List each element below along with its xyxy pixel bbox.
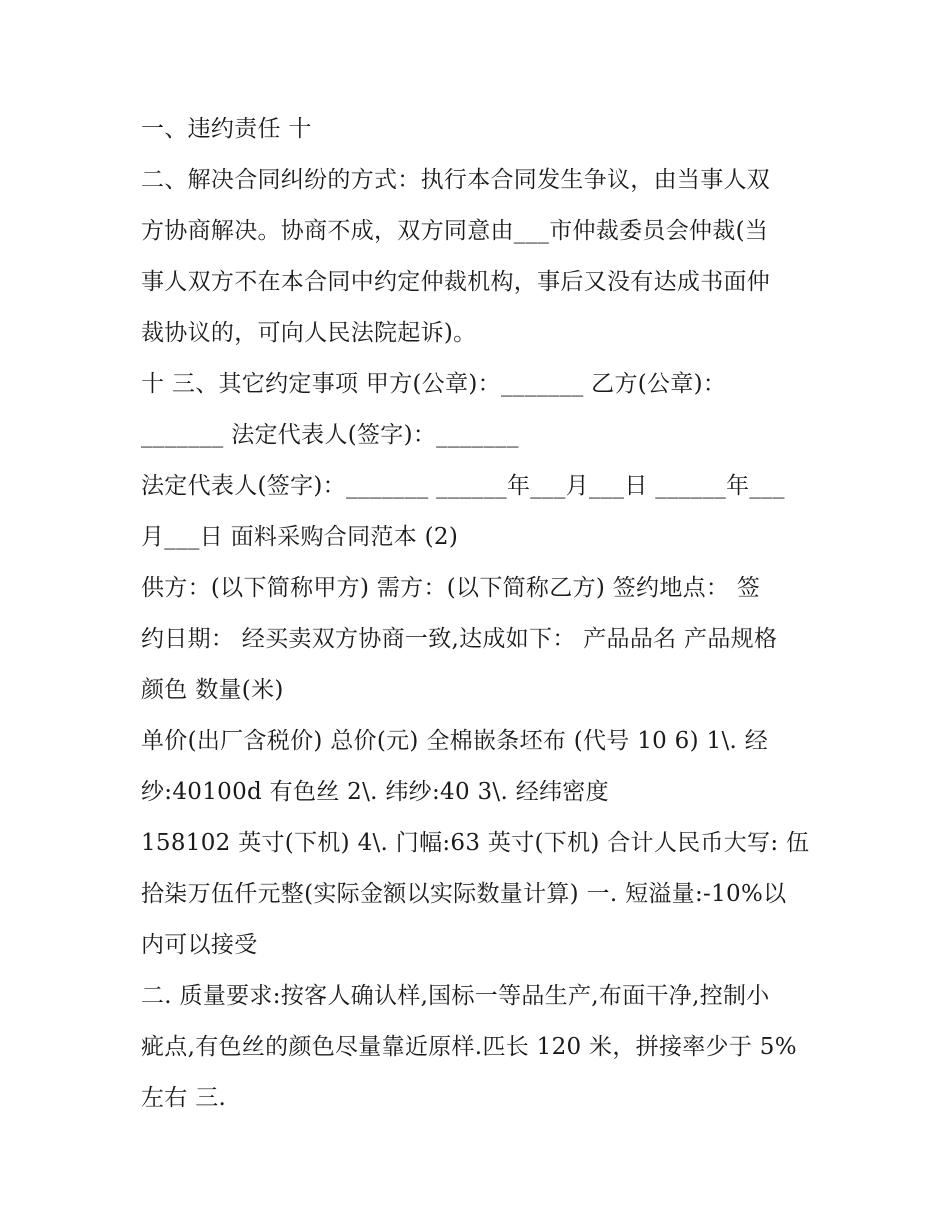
text-line: 二. 质量要求:按客人确认样,国标一等品生产,布面干净,控制小 [141,983,770,1009]
text-line: 纱:40100d 有色丝 2\. 纬纱:40 3\. 经纬密度 [141,779,609,805]
text-line: 方协商解决。协商不成，双方同意由___市仲裁委员会仲裁(当 [141,218,769,244]
text-line: 裁协议的，可向人民法院起诉)。 [141,320,477,346]
document-body [141,104,816,1124]
text-line: _______ 法定代表人(签字)：_______ [141,422,519,448]
text-line: 158102 英寸(下机) 4\. 门幅:63 英寸(下机) 合计人民币大写: 伍 [141,830,810,856]
text-line: 内可以接受 [141,932,258,958]
text-line: 约日期： 经买卖双方协商一致,达成如下： 产品品名 产品规格 [141,626,778,652]
text-line: 月___日 面料采购合同范本 (2) [141,524,459,550]
text-line: 二、解决合同纠纷的方式：执行本合同发生争议，由当事人双 [141,167,771,193]
text-line: 疵点,有色丝的颜色尽量靠近原样.匹长 120 米，拼接率少于 5% [141,1034,797,1060]
text-line: 法定代表人(签字)：_______ ______年___月___日 ______年___ [141,473,785,499]
text-line: 单价(出厂含税价) 总价(元) 全棉嵌条坯布 (代号 10 6) 1\. 经 [141,728,769,754]
text-line: 颜色 数量(米) [141,677,284,703]
text-line: 一、违约责任 十 [141,116,312,142]
text-line: 供方：(以下简称甲方) 需方：(以下简称乙方) 签约地点： 签 [141,575,761,601]
text-line: 左右 三. [141,1085,227,1111]
text-line: 拾柒万伍仟元整(实际金额以实际数量计算) 一. 短溢量:-10%以 [141,881,787,907]
text-line: 十 三、其它约定事项 甲方(公章)：_______ 乙方(公章)： [141,371,727,397]
text-line: 事人双方不在本合同中约定仲裁机构，事后又没有达成书面仲 [141,269,771,295]
